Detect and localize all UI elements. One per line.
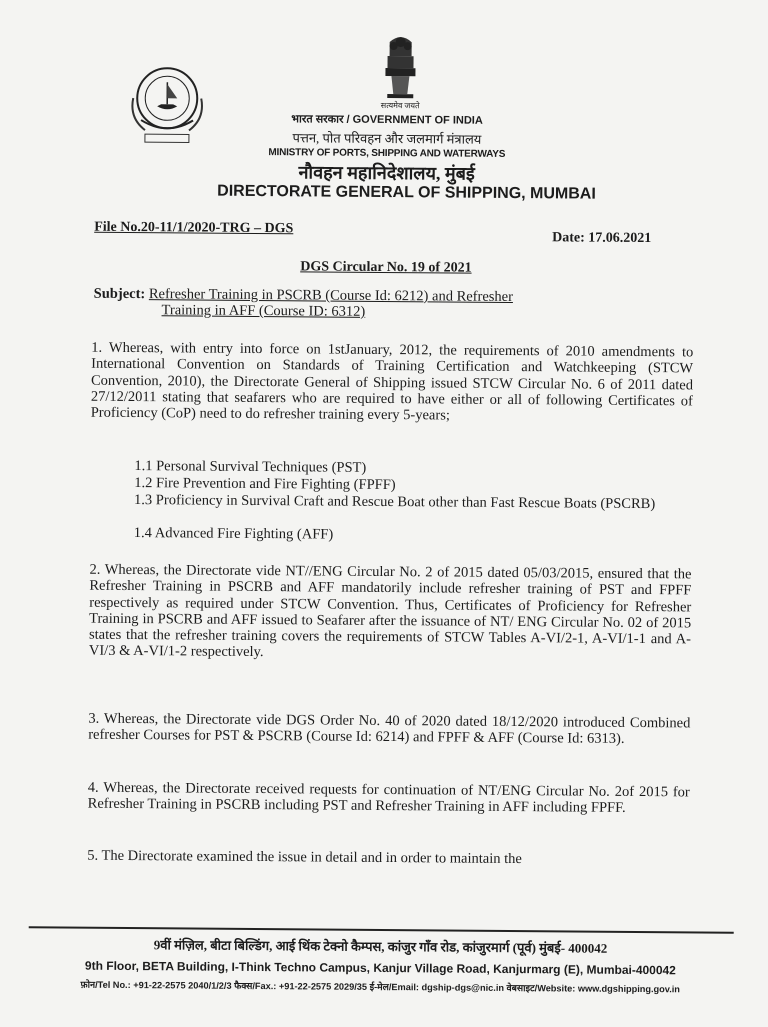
- paragraph-2: 2. Whereas, the Directorate vide NT//ENG Circular No. 2 of 2015 dated 05/03/2015, ensured that the Refresher Training in PSCRB and AFF mandatorily include refresher training of PST and FPFF respectively as required under STCW Convention. Thus, Certificates of Proficiency for Refresher Training in PSCRB and AFF issued to Seafarer after the issuance of NT/ ENG Circular No. 02 of 2015 states that the refresher training covers the requirements of STCW Tables A-VI/2-1, A-VI/1-1 and A-VI/3 & A-VI/1-2 respectively.: [89, 562, 692, 665]
- list-item: 1.4 Advanced Fire Fighting (AFF): [134, 525, 694, 546]
- list-item: 1.3 Proficiency in Survival Craft and Rescue Boat other than Fast Rescue Boats (PSCRB): [134, 492, 694, 513]
- header-government: भारत सरकार / GOVERNMENT OF INDIA: [3, 109, 768, 130]
- circular-title: DGS Circular No. 19 of 2021: [2, 257, 768, 279]
- header-ministry: MINISTRY OF PORTS, SHIPPING AND WATERWAYS: [3, 145, 768, 162]
- subject-label: Subject:: [94, 286, 146, 302]
- header-directorate: DIRECTORATE GENERAL OF SHIPPING, MUMBAI: [22, 181, 768, 205]
- emblem-motto: सत्यमेव जयते: [358, 100, 442, 112]
- list-item: 1.1 Personal Survival Techniques (PST): [134, 458, 694, 479]
- footer-address: 9th Floor, BETA Building, I-Think Techno Campus, Kanjur Village Road, Kanjurmarg (E), Mumbai-400042: [0, 958, 764, 978]
- list-item: 1.2 Fire Prevention and Fire Fighting (FPFF): [134, 475, 694, 496]
- header-ministry-hindi: पत्तन, पोत परिवहन और जलमार्ग मंत्रालय: [3, 126, 768, 150]
- paragraph-4: 4. Whereas, the Directorate received requests for continuation of NT/ENG Circular No. 2of 2015 for Refresher Training in PSCRB including PST and Refresher Training in AFF including FPFF.: [88, 780, 690, 817]
- footer-contact: फ़ोन/Tel No.: +91-22-2575 2040/1/2/3 फैक्स/Fax.: +91-22-2575 2029/35 ई-मेल/Email: dgship-dgs@nic.in वेबसाइट/Website: www.dgshipping.gov.in: [0, 977, 760, 996]
- footer-divider: [29, 926, 734, 934]
- paragraph-3: 3. Whereas, the Directorate vide DGS Order No. 40 of 2020 dated 18/12/2020 introduced Combined refresher Courses for PST & PSCRB (Course Id: 6214) and FPFF & AFF (Course Id: 6313).: [88, 711, 690, 748]
- file-number: File No.20-11/1/2020-TRG – DGS: [94, 220, 293, 238]
- ashoka-emblem-icon: [375, 32, 426, 108]
- subject-text-2: Training in AFF (Course ID: 6312): [162, 302, 366, 321]
- subject-text-1: Refresher Training in PSCRB (Course Id: 6212) and Refresher: [149, 286, 513, 305]
- paragraph-5: 5. The Directorate examined the issue in detail and in order to maintain the: [87, 848, 689, 869]
- paragraph-1: 1. Whereas, with entry into force on 1stJanuary, 2012, the requirements of 2010 amendments to International Convention on Standards of Training Certification and Watchkeeping (STCW Convention, 2010), the Directorate General of Shipping issued STCW Circular No. 6 of 2011 dated 27/12/2011 stating that seafarers who are required to have either or all of following Certificates of Proficiency (CoP) need to do refresher training every 5-years;: [91, 340, 694, 426]
- footer-address-hindi: 9वीं मंज़िल, बीटा बिल्डिंग, आई थिंक टेक्नो कैम्पस, कांजुर गाँव रोड, कांजुरमार्ग (पूर्व) मुंबई- 400042: [0, 934, 765, 958]
- header-directorate-hindi: नौवहन महानिदेशालय, मुंबई: [3, 158, 768, 188]
- circular-date: Date: 17.06.2021: [552, 230, 651, 247]
